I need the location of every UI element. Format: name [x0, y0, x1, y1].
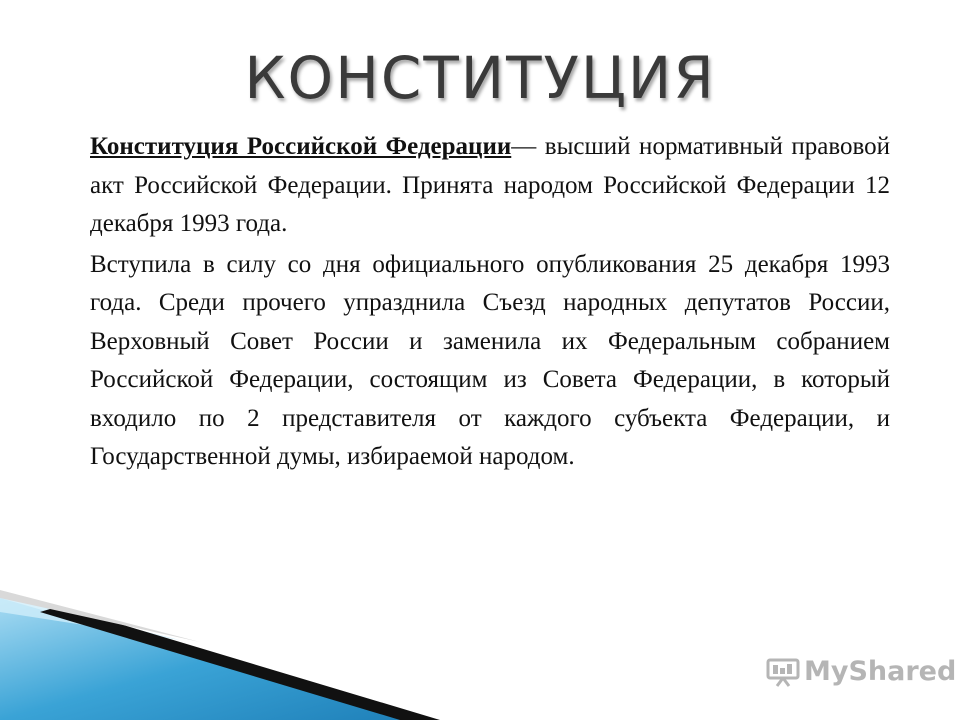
term-link[interactable]: Конституция Российской Федерации	[90, 133, 512, 160]
definition-text: — высший нормативный правовой акт Российской Федерации. Принята народом Российской Федерации 12 декабря 1993 года.	[90, 133, 890, 237]
blue-wedge	[0, 598, 430, 720]
slide-title: КОНСТИТУЦИЯ	[244, 44, 716, 112]
gray-stripe	[0, 590, 200, 642]
watermark-text: MyShared	[804, 656, 957, 687]
slide-body	[90, 128, 890, 479]
watermark-logo	[766, 656, 956, 687]
paragraph-definition	[90, 128, 890, 244]
black-stripe	[40, 606, 440, 720]
presentation-board-icon	[766, 657, 800, 687]
paragraph-history: Вступила в силу со дня официального опубликования 25 декабря 1993 года. Среди прочего упразднила Съезд народных депутатов России, Верховный Совет России и заменила их Федеральным собранием Российской Федерации, состоящим из Совета Федерации, в который входило по 2 представителя от каждого субъекта Федерации, и Государственной думы, избираемой народом.	[90, 250, 890, 470]
light-stripe	[0, 596, 180, 640]
